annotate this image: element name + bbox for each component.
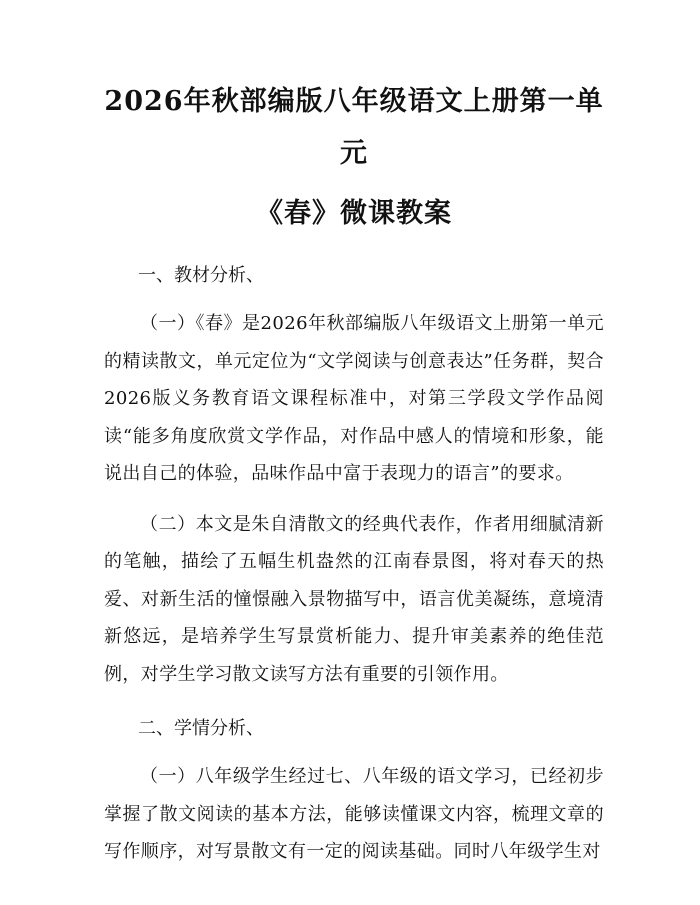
body-paragraph: （二）本文是朱自清散文的经典代表作，作者用细腻清新的笔触，描绘了五幅生机盎然的江南春景图，将对春天的热爱、对新生活的憧憬融入景物描写中，语言优美凝练，意境清新悠远，是培养学生写景赏析能力、提升审美素养的绝佳范例，对学生学习散文读写方法有重要的引领作用。 (104, 513, 604, 685)
document-title-line-2: 《春》微课教案 (256, 198, 452, 229)
document-title-line-1: 2026年秋部编版八年级语文上册第一单元 (104, 86, 604, 169)
body-paragraph: （一）八年级学生经过七、八年级的语文学习，已经初步掌握了散文阅读的基本方法，能够读懂课文内容，梳理文章的写作顺序，对写景散文有一定的阅读基础。同时八年级学生对 (104, 766, 604, 862)
section-student-analysis (104, 713, 604, 871)
section-heading: 二、学情分析、 (138, 718, 264, 739)
body-paragraph: （一）《春》是2026年秋部编版八年级语文上册第一单元的精读散文，单元定位为“文学阅读与创意表达”任务群，契合2026版义务教育语文课程标准中，对第三学段文学作品阅读“能多角度欣赏文学作品，对作品中感人的情境和形象，能说出自己的体验，品味作品中富于表现力的语言”的要求。 (104, 313, 604, 484)
section-textbook-analysis (104, 260, 604, 693)
section-heading: 一、教材分析、 (138, 265, 264, 286)
